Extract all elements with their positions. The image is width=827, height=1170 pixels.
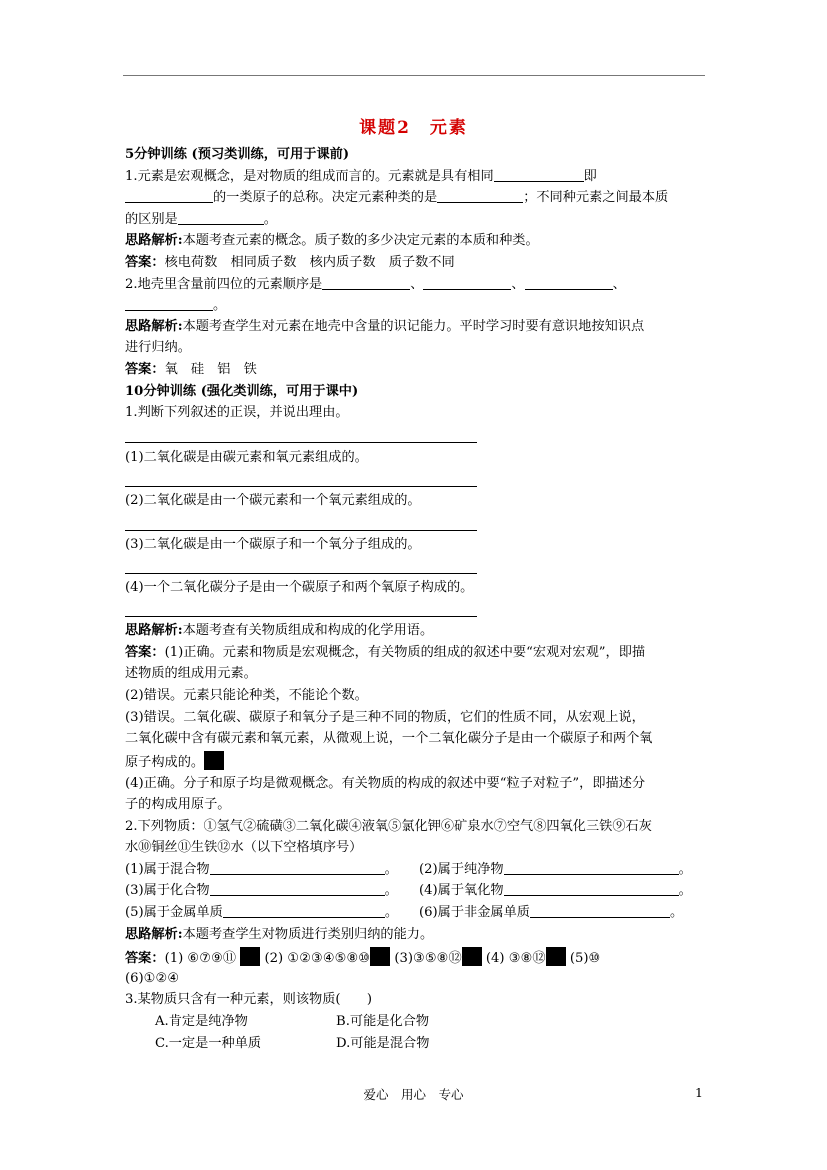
answer-text: (1) ⑥⑦⑨⑪ bbox=[164, 951, 237, 966]
answer-text: (4) ③⑧⑫ bbox=[485, 951, 546, 966]
s10-q1-answer-3: (2)错误。元素只能论种类，不能论个数。 bbox=[125, 688, 368, 703]
blank-item bbox=[125, 903, 398, 923]
redaction-block bbox=[204, 751, 224, 770]
q1-text: ；不同种元素之间最本质 bbox=[523, 190, 669, 205]
q2-answer bbox=[125, 360, 703, 380]
blank-end: 。 bbox=[678, 862, 692, 877]
hint-text: 本题考查有关物质组成和构成的化学用语。 bbox=[182, 623, 434, 638]
q1-text: 的区别是 bbox=[125, 212, 178, 227]
s10-q1: 1.判断下列叙述的正误，并说出理由。 bbox=[125, 405, 349, 420]
blank-item bbox=[419, 860, 692, 880]
hint-label: 思路解析: bbox=[125, 927, 183, 942]
answer-text: 原子构成的。 bbox=[125, 755, 205, 770]
answer-blank bbox=[525, 275, 613, 290]
s10-q2-answer bbox=[125, 947, 703, 969]
q1-text: 。 bbox=[263, 212, 277, 227]
option-b: B.可能是化合物 bbox=[336, 1014, 430, 1029]
s10-q1-item-4: (4)一个二氧化碳分子是由一个碳原子和两个氧原子构成的。 bbox=[125, 580, 474, 595]
answer-label: 答案： bbox=[125, 362, 165, 377]
s10-q2-line-1: 2.下列物质：①氢气②硫磺③二氧化碳④液氧⑤氯化钾⑥矿泉水⑦空气⑧四氧化三铁⑨石灰 bbox=[125, 819, 652, 834]
s10-q1-item-1: (1)二氧化碳是由碳元素和氧元素组成的。 bbox=[125, 450, 368, 465]
hint-text: 本题考查学生对物质进行类别归纳的能力。 bbox=[182, 927, 434, 942]
redaction-block bbox=[462, 947, 482, 966]
hint-text: 本题考查学生对元素在地壳中含量的识记能力。平时学习时要有意识地按知识点 bbox=[182, 319, 645, 334]
s10-q1-answer-2: 述物质的组成用元素。 bbox=[125, 666, 257, 681]
answer-blank bbox=[504, 881, 679, 896]
answer-label: 答案： bbox=[125, 951, 165, 966]
blank-item bbox=[125, 860, 398, 880]
s10-q2-hint bbox=[125, 925, 703, 945]
q2-hint bbox=[125, 317, 703, 337]
answer-blank bbox=[530, 903, 670, 918]
answer-blank bbox=[125, 188, 213, 203]
blank-item bbox=[419, 903, 683, 923]
option-a: A.肯定是纯净物 bbox=[155, 1014, 248, 1029]
answer-text: (5)⑩ bbox=[569, 951, 601, 966]
blank-label: (4)属于氧化物 bbox=[419, 883, 504, 898]
blank-end: 。 bbox=[384, 905, 398, 920]
hint-label: 思路解析: bbox=[125, 623, 183, 638]
answer-label: 答案： bbox=[125, 645, 165, 660]
answer-blank bbox=[322, 275, 410, 290]
q2-text: 2.地壳里含量前四位的元素顺序是 bbox=[125, 277, 323, 292]
redaction-block bbox=[546, 947, 566, 966]
blank-label: (3)属于化合物 bbox=[125, 883, 210, 898]
s10-q1-answer-6 bbox=[125, 751, 703, 773]
s10-q2-line-2: 水⑩铜丝⑪生铁⑫水（以下空格填序号） bbox=[125, 840, 363, 855]
q1-hint bbox=[125, 231, 703, 251]
blank-label: (2)属于纯净物 bbox=[419, 862, 504, 877]
q2-line-2 bbox=[125, 296, 703, 316]
header-rule bbox=[123, 75, 705, 76]
s10-q1-item-3: (3)二氧化碳是由一个碳原子和一个氧分子组成的。 bbox=[125, 537, 421, 552]
answer-blank bbox=[125, 296, 213, 311]
separator: 、 bbox=[410, 277, 424, 292]
section-5min-heading: 5分钟训练 (预习类训练，可用于课前) bbox=[125, 147, 350, 162]
s10-q1-answer-7: (4)正确。分子和原子均是微观概念。有关物质的构成的叙述中要“粒子对粒子”，即描述分 bbox=[125, 776, 646, 791]
lesson-title: 课题2 元素 bbox=[359, 118, 468, 138]
hint-label: 思路解析: bbox=[125, 319, 183, 334]
s10-q1-answer-8: 子的构成用原子。 bbox=[125, 797, 231, 812]
hint-label: 思路解析: bbox=[125, 233, 183, 248]
answer-blank bbox=[210, 860, 385, 875]
s10-q1-item-2: (2)二氧化碳是由一个碳元素和一个氧元素组成的。 bbox=[125, 493, 421, 508]
answer-text: 氧 硅 铝 铁 bbox=[164, 362, 257, 377]
answer-text: 核电荷数 相同质子数 核内质子数 质子数不同 bbox=[164, 255, 455, 270]
blank-label: (6)属于非金属单质 bbox=[419, 905, 530, 920]
answer-text: (2) ①②③④⑤⑧⑩ bbox=[264, 951, 371, 966]
q2-text: 。 bbox=[213, 298, 227, 313]
answer-text: (3)③⑤⑧⑫ bbox=[394, 951, 462, 966]
blank-end: 。 bbox=[670, 905, 684, 920]
q2-line-1 bbox=[125, 275, 703, 295]
blank-end: 。 bbox=[384, 883, 398, 898]
answer-blank bbox=[504, 860, 679, 875]
q1-text: 1.元素是宏观概念，是对物质的组成而言的。元素就是具有相同 bbox=[125, 169, 494, 184]
q1-answer bbox=[125, 253, 703, 273]
redaction-block bbox=[240, 947, 260, 966]
blank-item bbox=[419, 881, 692, 901]
answer-blank bbox=[223, 903, 385, 918]
s10-q1-answer-4: (3)错误。二氧化碳、碳原子和氧分子是三种不同的物质，它们的性质不同，从宏观上说， bbox=[125, 710, 645, 725]
option-c: C.一定是一种单质 bbox=[155, 1036, 262, 1051]
answer-line bbox=[125, 486, 477, 487]
page-number: 1 bbox=[695, 1085, 703, 1100]
s10-q1-answer-5: 二氧化碳中含有碳元素和氧元素，从微观上说，一个二氧化碳分子是由一个碳原子和两个氧 bbox=[125, 731, 653, 746]
hint-text: 本题考查元素的概念。质子数的多少决定元素的本质和种类。 bbox=[182, 233, 539, 248]
answer-line bbox=[125, 530, 477, 531]
answer-blank bbox=[423, 275, 511, 290]
redaction-block bbox=[370, 947, 390, 966]
answer-text: (1)正确。元素和物质是宏观概念，有关物质的组成的叙述中要“宏观对宏观”，即描 bbox=[164, 645, 646, 660]
q1-text: 即 bbox=[583, 169, 597, 184]
blank-end: 。 bbox=[678, 883, 692, 898]
blank-label: (1)属于混合物 bbox=[125, 862, 210, 877]
blank-end: 。 bbox=[384, 862, 398, 877]
blank-item bbox=[125, 881, 398, 901]
option-d: D.可能是混合物 bbox=[336, 1036, 430, 1051]
q2-hint-cont: 进行归纳。 bbox=[125, 340, 191, 355]
separator: 、 bbox=[612, 277, 626, 292]
answer-label: 答案： bbox=[125, 255, 165, 270]
answer-line bbox=[125, 442, 477, 443]
answer-blank bbox=[494, 167, 584, 182]
s10-q1-answer-1 bbox=[125, 643, 703, 663]
s10-q2-answer-cont: (6)①②④ bbox=[125, 971, 180, 986]
q1-line-2 bbox=[125, 188, 703, 208]
blank-label: (5)属于金属单质 bbox=[125, 905, 223, 920]
s10-q3: 3.某物质只含有一种元素，则该物质( ) bbox=[125, 992, 373, 1007]
answer-blank bbox=[437, 188, 523, 203]
q1-line-3 bbox=[125, 210, 703, 230]
footer-text: 爱心 用心 专心 bbox=[363, 1087, 464, 1102]
q1-text: 的一类原子的总称。决定元素种类的是 bbox=[213, 190, 438, 205]
separator: 、 bbox=[511, 277, 525, 292]
answer-blank bbox=[210, 881, 385, 896]
s10-q1-hint bbox=[125, 621, 703, 641]
answer-line bbox=[125, 573, 477, 574]
q1-line-1 bbox=[125, 167, 703, 187]
answer-line bbox=[125, 616, 477, 617]
section-10min-heading: 10分钟训练 (强化类训练，可用于课中) bbox=[125, 384, 359, 399]
answer-blank bbox=[178, 210, 264, 225]
